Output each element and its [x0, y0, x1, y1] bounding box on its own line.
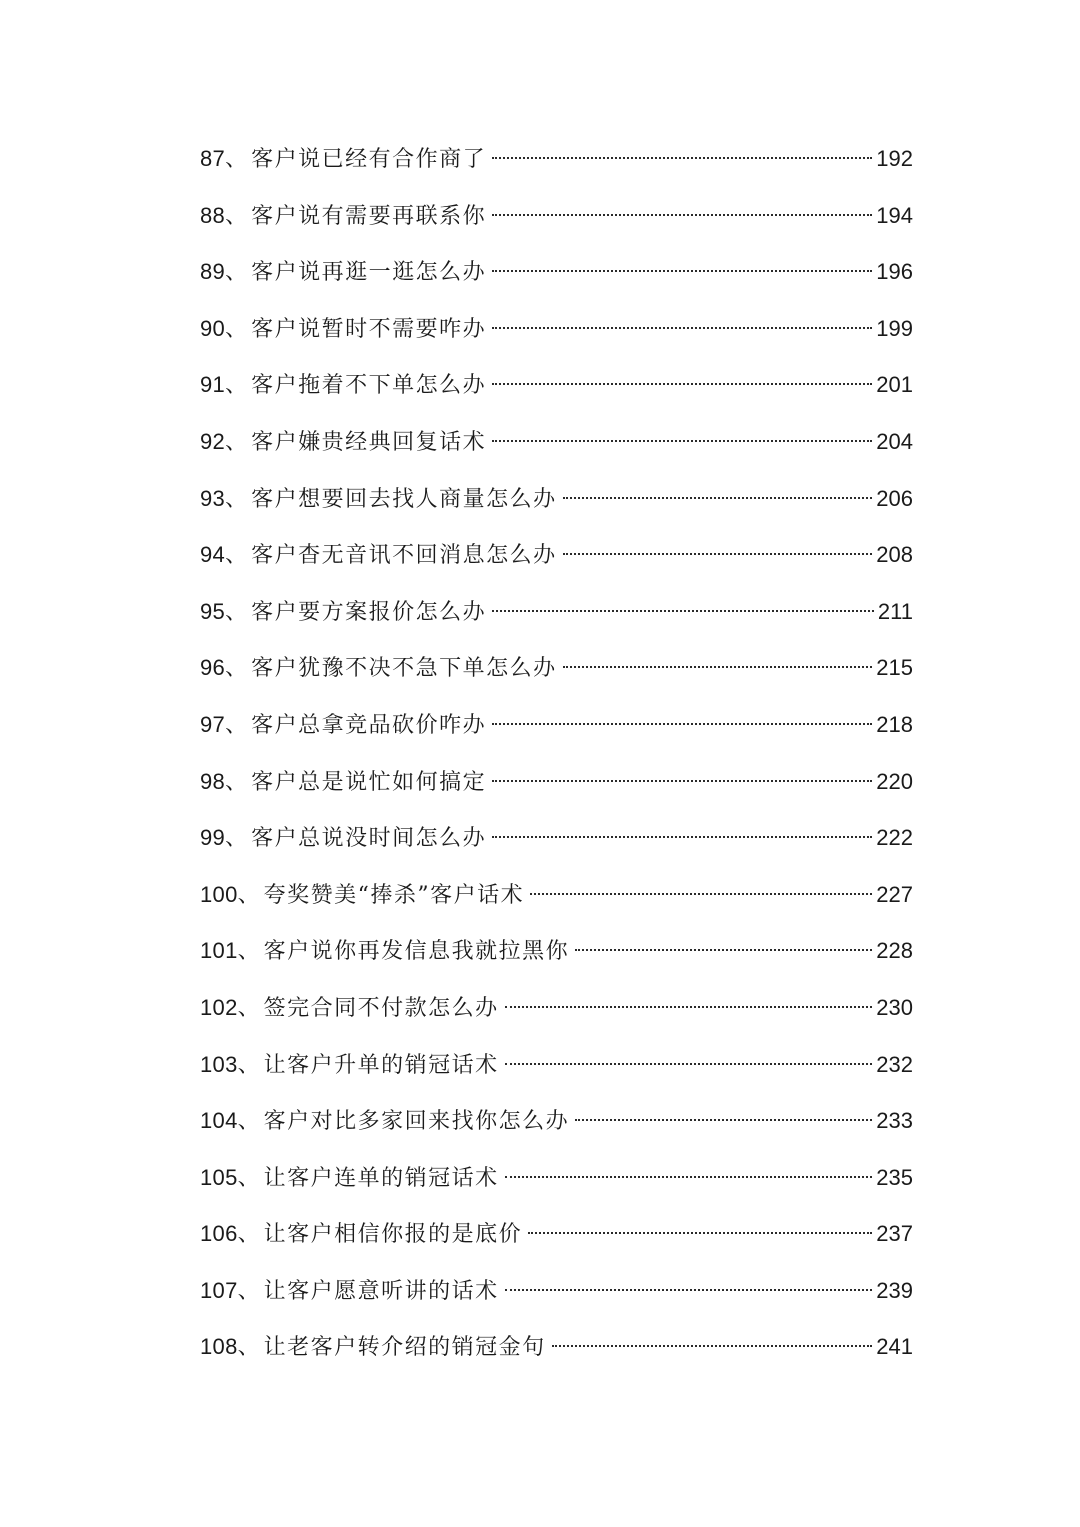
entry-title: 客户说暂时不需要咋办 [251, 316, 487, 342]
entry-page-number: 204 [876, 428, 913, 454]
entry-page-number: 201 [876, 372, 913, 398]
entry-number: 91 [200, 372, 226, 398]
dot-leader [492, 836, 872, 838]
dot-leader [575, 949, 872, 951]
entry-separator: 、 [237, 1335, 260, 1361]
toc-entry [200, 1206, 913, 1263]
toc-entry [200, 244, 913, 301]
entry-number: 90 [200, 315, 226, 341]
entry-number: 98 [200, 768, 226, 794]
entry-title: 客户杳无音讯不回消息怎么办 [251, 543, 557, 569]
entry-title: 客户说有需要再联系你 [251, 203, 487, 229]
toc-entry [200, 131, 913, 188]
toc-entry [200, 867, 913, 924]
dot-leader [492, 270, 872, 272]
entry-page-number: 194 [876, 202, 913, 228]
entry-number: 102 [200, 994, 238, 1020]
entry-title: 客户嫌贵经典回复话术 [251, 429, 487, 455]
dot-leader [492, 440, 872, 442]
entry-number: 104 [200, 1108, 238, 1134]
entry-separator: 、 [225, 203, 248, 229]
dot-leader [563, 553, 873, 555]
entry-number: 87 [200, 146, 226, 171]
toc-entry [200, 357, 913, 414]
entry-separator: 、 [237, 1222, 260, 1248]
entry-number: 89 [200, 259, 226, 285]
table-of-contents [200, 131, 913, 1376]
entry-separator: 、 [225, 429, 248, 455]
entry-number: 97 [200, 711, 226, 737]
entry-title: 夸奖赞美“捧杀”客户话术 [263, 882, 525, 908]
entry-separator: 、 [225, 147, 248, 172]
entry-page-number: 199 [876, 315, 913, 341]
entry-page-number: 192 [876, 146, 913, 171]
entry-page-number: 241 [876, 1334, 913, 1360]
entry-number: 95 [200, 598, 226, 624]
entry-separator: 、 [237, 1278, 260, 1304]
toc-entry [200, 527, 913, 584]
entry-number: 94 [200, 542, 226, 568]
entry-page-number: 215 [876, 655, 913, 681]
dot-leader [492, 214, 872, 216]
entry-page-number: 230 [876, 994, 913, 1020]
dot-leader [563, 666, 873, 668]
entry-page-number: 233 [876, 1108, 913, 1134]
toc-entry [200, 923, 913, 980]
entry-separator: 、 [225, 373, 248, 399]
entry-number: 103 [200, 1051, 238, 1077]
entry-number: 107 [200, 1277, 238, 1303]
entry-title: 客户犹豫不决不急下单怎么办 [251, 656, 557, 682]
entry-title: 签完合同不付款怎么办 [263, 995, 499, 1021]
entry-number: 99 [200, 825, 226, 851]
dot-leader [505, 1063, 873, 1065]
entry-title: 客户说再逛一逛怎么办 [251, 260, 487, 286]
entry-page-number: 237 [876, 1221, 913, 1247]
entry-title: 客户要方案报价怎么办 [251, 599, 487, 625]
dot-leader [492, 383, 872, 385]
toc-entry [200, 1093, 913, 1150]
toc-entry [200, 584, 913, 641]
dot-leader [552, 1345, 873, 1347]
toc-entry [200, 1150, 913, 1207]
toc-entry [200, 980, 913, 1037]
entry-number: 106 [200, 1221, 238, 1247]
entry-number: 101 [200, 938, 238, 964]
entry-page-number: 218 [876, 711, 913, 737]
entry-separator: 、 [225, 769, 248, 795]
dot-leader [492, 780, 872, 782]
entry-number: 96 [200, 655, 226, 681]
entry-title: 让客户升单的销冠话术 [263, 1052, 499, 1078]
dot-leader [492, 327, 872, 329]
entry-separator: 、 [237, 1052, 260, 1078]
toc-entry [200, 1263, 913, 1320]
entry-title: 客户总说没时间怎么办 [251, 826, 487, 852]
dot-leader [492, 157, 872, 159]
dot-leader [575, 1119, 872, 1121]
entry-separator: 、 [225, 656, 248, 682]
entry-separator: 、 [225, 826, 248, 852]
toc-entry [200, 188, 913, 245]
entry-number: 88 [200, 202, 226, 228]
entry-title: 客户总拿竞品砍价咋办 [251, 712, 487, 738]
entry-page-number: 239 [876, 1277, 913, 1303]
entry-title: 客户拖着不下单怎么办 [251, 373, 487, 399]
entry-separator: 、 [225, 316, 248, 342]
dot-leader [505, 1176, 873, 1178]
toc-entry [200, 1319, 913, 1376]
entry-page-number: 232 [876, 1051, 913, 1077]
dot-leader [563, 497, 873, 499]
entry-title: 让老客户转介绍的销冠金句 [263, 1335, 546, 1361]
entry-page-number: 235 [876, 1164, 913, 1190]
entry-number: 92 [200, 428, 226, 454]
entry-separator: 、 [225, 543, 248, 569]
toc-entry [200, 1037, 913, 1094]
dot-leader [505, 1289, 873, 1291]
entry-page-number: 222 [876, 825, 913, 851]
entry-title: 让客户相信你报的是底价 [263, 1222, 523, 1248]
entry-page-number: 228 [876, 938, 913, 964]
dot-leader [492, 610, 874, 612]
entry-number: 93 [200, 485, 226, 511]
entry-separator: 、 [225, 599, 248, 625]
entry-separator: 、 [225, 712, 248, 738]
dot-leader [492, 723, 872, 725]
dot-leader [528, 1232, 872, 1234]
entry-title: 客户说已经有合作商了 [251, 147, 487, 172]
entry-separator: 、 [237, 1109, 260, 1135]
entry-separator: 、 [237, 939, 260, 965]
entry-page-number: 211 [877, 598, 913, 624]
dot-leader [505, 1006, 873, 1008]
toc-entry [200, 301, 913, 358]
entry-number: 100 [200, 881, 238, 907]
entry-separator: 、 [225, 260, 248, 286]
dot-leader [530, 893, 872, 895]
entry-title: 客户总是说忙如何搞定 [251, 769, 487, 795]
toc-entry [200, 471, 913, 528]
entry-number: 105 [200, 1164, 238, 1190]
entry-separator: 、 [237, 995, 260, 1021]
entry-page-number: 196 [876, 259, 913, 285]
toc-entry [200, 697, 913, 754]
entry-separator: 、 [237, 882, 260, 908]
entry-title: 客户想要回去找人商量怎么办 [251, 486, 557, 512]
entry-title: 客户对比多家回来找你怎么办 [263, 1109, 570, 1135]
entry-page-number: 208 [876, 542, 913, 568]
entry-page-number: 227 [876, 881, 913, 907]
entry-page-number: 206 [876, 485, 913, 511]
entry-title: 让客户连单的销冠话术 [263, 1165, 499, 1191]
toc-entry [200, 810, 913, 867]
toc-entry [200, 414, 913, 471]
toc-entry [200, 640, 913, 697]
entry-number: 108 [200, 1334, 238, 1360]
entry-title: 客户说你再发信息我就拉黑你 [263, 939, 570, 965]
entry-title: 让客户愿意听讲的话术 [263, 1278, 499, 1304]
entry-separator: 、 [225, 486, 248, 512]
entry-separator: 、 [237, 1165, 260, 1191]
toc-entry [200, 754, 913, 811]
entry-page-number: 220 [876, 768, 913, 794]
